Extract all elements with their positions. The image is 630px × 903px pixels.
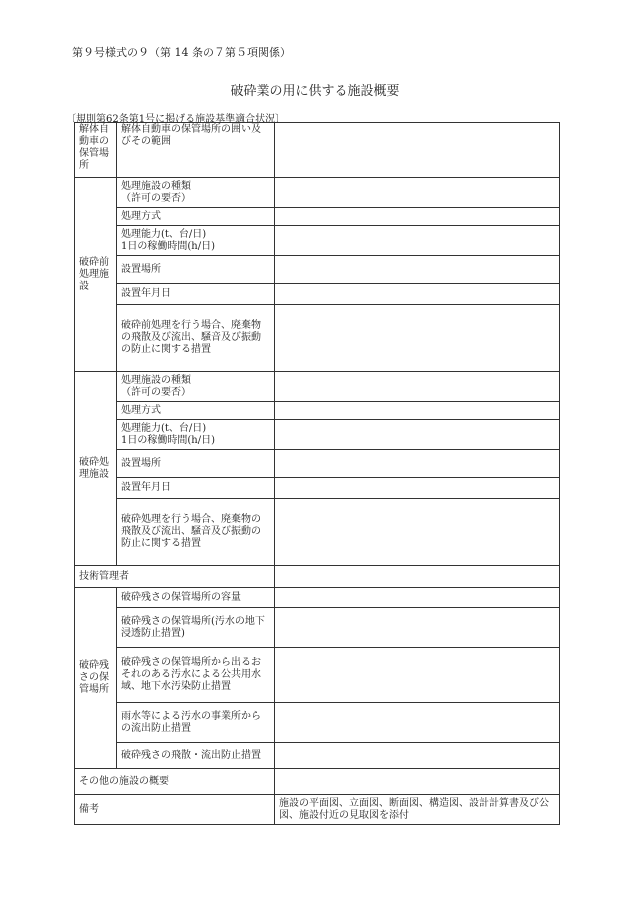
pre-item: 破砕前処理を行う場合、廃棄物の飛散及び流出、騒音及び振動の防止に関する措置 [117,305,275,372]
crush-value-cell[interactable] [275,499,560,566]
crush-row [75,420,560,450]
crush-row [75,478,560,499]
pre-item: 設置場所 [117,256,275,284]
pre-value-cell[interactable] [275,256,560,284]
form-number: 第９号様式の９（第 14 条の７第５項関係） [72,46,291,59]
tech-manager-label: 技術管理者 [75,566,275,588]
table-caption: 〔規則第62条第1号に掲げる施設基準適合状況〕 [66,114,286,125]
pre-row [75,178,560,208]
pre-item: 処理方式 [117,208,275,226]
document-title: 破砕業の用に供する施設概要 [230,84,400,99]
residue-item: 破砕残さの飛散・流出防止措置 [117,743,275,769]
pre-value-cell[interactable] [275,284,560,305]
residue-value-cell[interactable] [275,743,560,769]
pre-value-cell[interactable] [275,208,560,226]
pre-value-cell[interactable] [275,178,560,208]
crush-value-cell[interactable] [275,372,560,402]
residue-label: 破砕残さの保管場所 [75,588,117,769]
other-facilities-row [75,769,560,795]
residue-row [75,703,560,743]
pre-label: 破砕前処理施設 [75,178,117,372]
crush-row [75,499,560,566]
pre-value-cell[interactable] [275,226,560,256]
pre-value-cell[interactable] [275,305,560,372]
remarks-label: 備考 [75,795,275,825]
pre-row [75,226,560,256]
residue-row [75,648,560,703]
remarks-note: 施設の平面図、立面図、断面図、構造図、設計計算書及び公図、施設付近の見取図を添付 [275,795,560,825]
residue-item: 破砕残さの保管場所(汚水の地下浸透防止措置) [117,608,275,648]
crush-value-cell[interactable] [275,420,560,450]
crush-row [75,372,560,402]
residue-item: 雨水等による汚水の事業所からの流出防止措置 [117,703,275,743]
residue-value-cell[interactable] [275,703,560,743]
crush-item: 処理方式 [117,402,275,420]
pre-row [75,284,560,305]
residue-item: 破砕残さの保管場所の容量 [117,588,275,608]
storage-label: 解体自動車の保管場所 [75,123,117,178]
residue-value-cell[interactable] [275,608,560,648]
tech-manager-value-cell[interactable] [275,566,560,588]
crush-item: 処理能力(t、台/日) 1日の稼働時間(h/日) [117,420,275,450]
crush-item: 破砕処理を行う場合、廃棄物の飛散及び流出、騒音及び振動の防止に関する措置 [117,499,275,566]
tech-manager-row [75,566,560,588]
remarks-row [75,795,560,825]
storage-value-cell[interactable] [275,123,560,178]
residue-value-cell[interactable] [275,588,560,608]
pre-item: 処理施設の種類 （許可の要否） [117,178,275,208]
other-facilities-value-cell[interactable] [275,769,560,795]
pre-item: 設置年月日 [117,284,275,305]
crush-value-cell[interactable] [275,402,560,420]
pre-item: 処理能力(t、台/日) 1日の稼働時間(h/日) [117,226,275,256]
crush-value-cell[interactable] [275,478,560,499]
crush-label: 破砕処理施設 [75,372,117,566]
crush-item: 設置年月日 [117,478,275,499]
residue-item: 破砕残さの保管場所から出るおそれのある汚水による公共用水域、地下水汚染防止措置 [117,648,275,703]
residue-row [75,743,560,769]
crush-row [75,450,560,478]
residue-row [75,588,560,608]
crush-value-cell[interactable] [275,450,560,478]
residue-value-cell[interactable] [275,648,560,703]
crush-item: 設置場所 [117,450,275,478]
storage-item: 解体自動車の保管場所の囲い及びその範囲 [117,123,275,178]
facility-table [74,122,560,825]
pre-row [75,305,560,372]
residue-row [75,608,560,648]
crush-row [75,402,560,420]
storage-row [75,123,560,178]
pre-row [75,256,560,284]
pre-row [75,208,560,226]
other-facilities-label: その他の施設の概要 [75,769,275,795]
crush-item: 処理施設の種類 （許可の要否） [117,372,275,402]
